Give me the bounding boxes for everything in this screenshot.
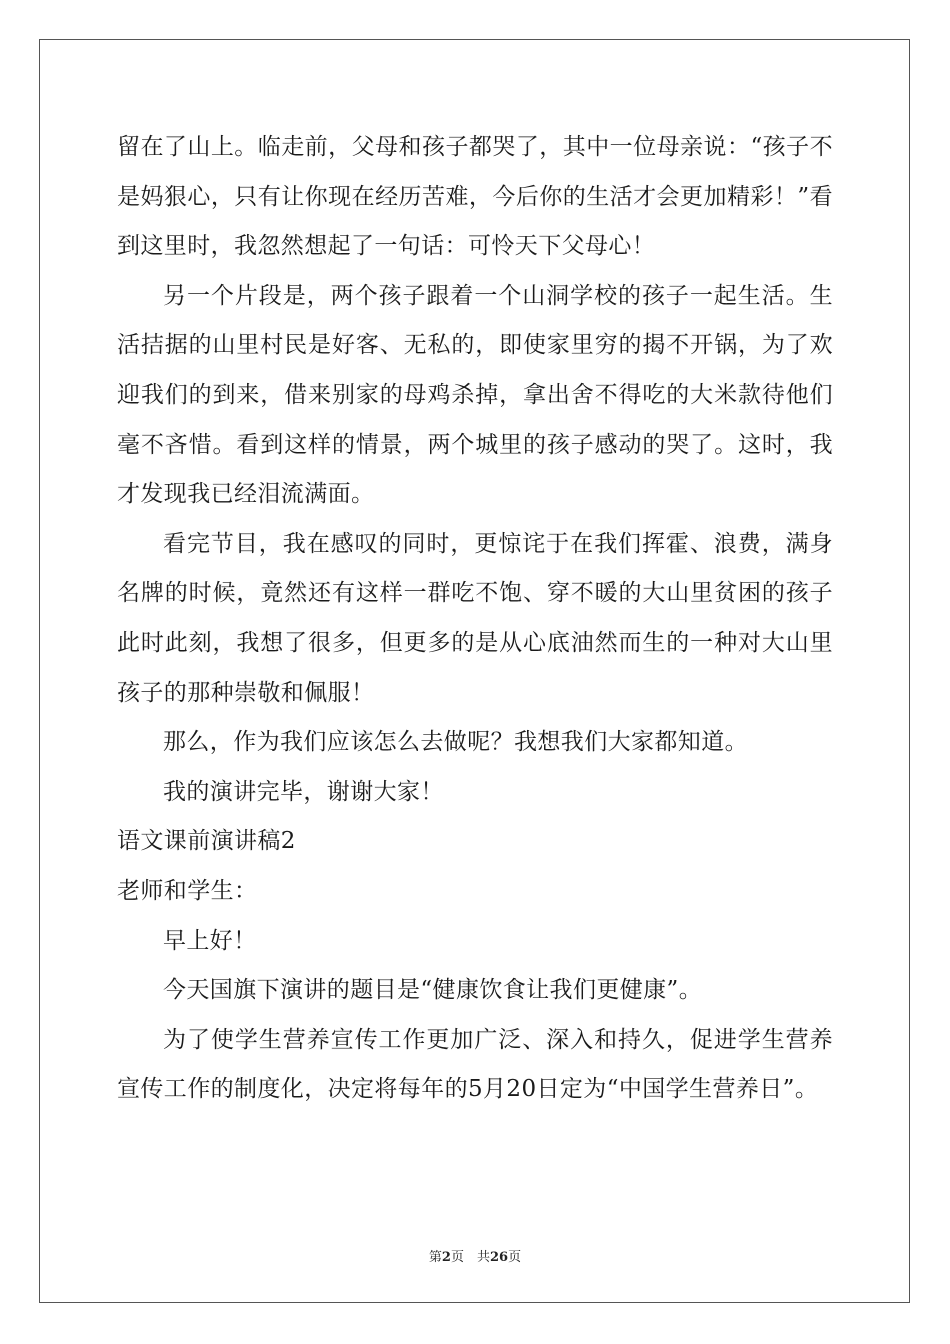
document-body — [117, 123, 833, 1115]
footer-suffix: 页 — [508, 1250, 522, 1265]
page-footer — [0, 1246, 950, 1265]
paragraph-second-segment: 另一个片段是，两个孩子跟着一个山洞学校的孩子一起生活。生活拮据的山里村民是好客、无私的，即使家里穷的揭不开锅，为了欢迎我们的到来，借来别家的母鸡杀掉，拿出舍不得吃的大米款待他们毫不吝惜。看到这样的情景，两个城里的孩子感动的哭了。这时，我才发现我已经泪流满面。 — [117, 282, 833, 508]
paragraph-closing: 我的演讲完毕，谢谢大家！ — [163, 778, 444, 805]
paragraph-continuation: 留在了山上。临走前，父母和孩子都哭了，其中一位母亲说：“孩子不是妈狠心，只有让你现在经历苦难，今后你的生活才会更加精彩！”看到这里时，我忽然想起了一句话：可怜天下父母心！ — [117, 134, 833, 260]
page-number: 2 — [441, 1250, 451, 1265]
footer-middle: 页 共 — [450, 1250, 490, 1265]
paragraph-question: 那么，作为我们应该怎么去做呢？我想我们大家都知道。 — [163, 729, 748, 756]
paragraph-reflection: 看完节目，我在感叹的同时，更惊诧于在我们挥霍、浪费，满身名牌的时候，竟然还有这样一群吃不饱、穿不暖的大山里贫困的孩子此时此刻，我想了很多，但更多的是从心底油然而生的一种对大山里孩子的那种崇敬和佩服！ — [117, 530, 833, 706]
paragraph-nutrition-day: 为了使学生营养宣传工作更加广泛、深入和持久，促进学生营养宣传工作的制度化，决定将每年的5月20日定为“中国学生营养日”。 — [117, 1026, 833, 1103]
greeting: 早上好！ — [163, 927, 257, 954]
page-total: 26 — [489, 1250, 509, 1265]
paragraph-topic: 今天国旗下演讲的题目是“健康饮食让我们更健康”。 — [163, 977, 703, 1004]
salutation: 老师和学生： — [117, 877, 258, 904]
footer-prefix: 第 — [428, 1250, 442, 1265]
section-heading: 语文课前演讲稿2 — [117, 828, 296, 855]
